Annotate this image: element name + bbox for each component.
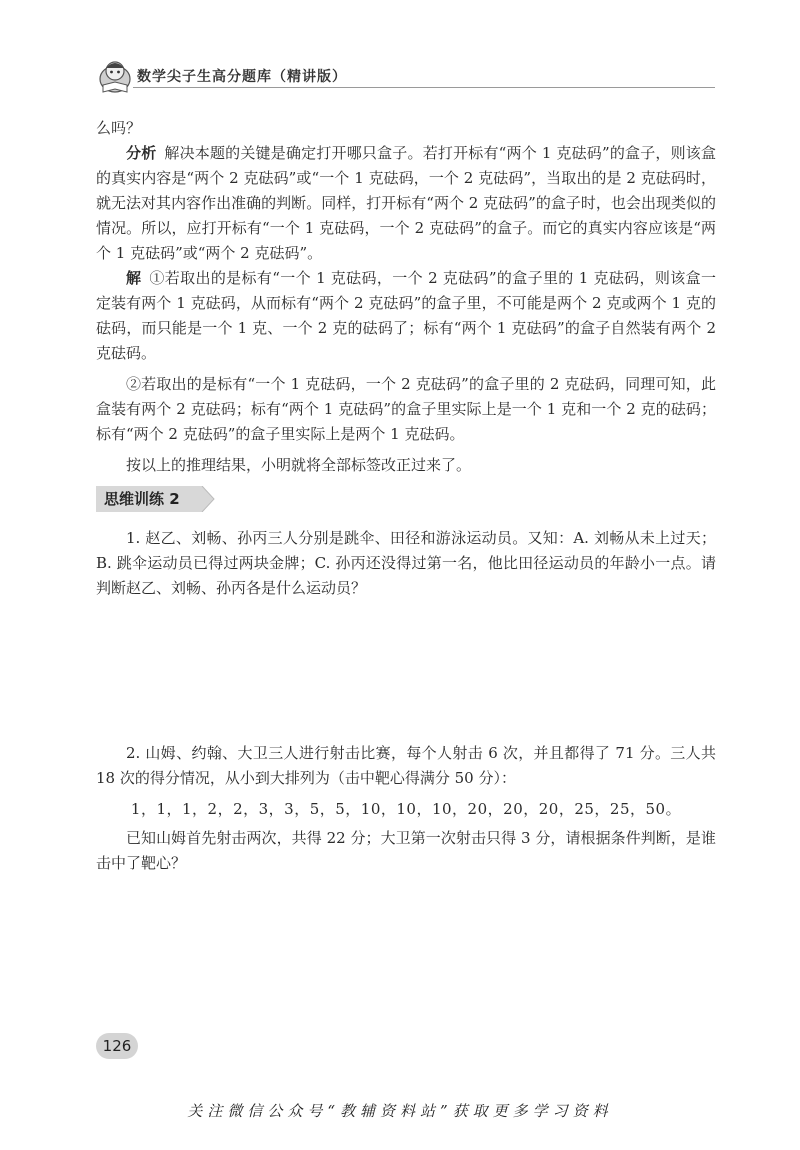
- section-heading-text: 思维训练 2: [104, 490, 180, 508]
- page-header: [95, 55, 715, 95]
- answer-space-1: [96, 601, 716, 741]
- previous-text-tail: 么吗？: [96, 119, 142, 137]
- section-heading-thinking-training: [96, 486, 194, 512]
- analysis-paragraph: [96, 141, 716, 266]
- solution-paragraph-2: ②若取出的是标有“一个 1 克砝码，一个 2 克砝码”的盒子里的 2 克砝码，同理可知，此盒装有两个 2 克砝码；标有“两个 1 克砝码”的盒子里实际上是一个 1 克和一个 2 克的砝码；标有“两个 2 克砝码”的盒子里实际上是两个 1 克砝码。: [96, 375, 716, 443]
- conclusion-paragraph: 按以上的推理结果，小明就将全部标签改正过来了。: [126, 456, 472, 474]
- analysis-text: 解决本题的关键是确定打开哪只盒子。若打开标有“两个 1 克砝码”的盒子，则该盒的真实内容是“两个 2 克砝码”或“一个 1 克砝码，一个 2 克砝码”，当取出的是 2 克砝码时，就无法对其内容作出准确的判断。同样，打开标有“两个 2 克砝码”的盒子时，也会出现类似的情况。所以，应打开标有“一个 1 克砝码，一个 2 克砝码”的盒子。而它的真实内容应该是“两个 1 克砝码”或“两个 2 克砝码”。: [96, 144, 716, 262]
- question-2-intro: 2. 山姆、约翰、大卫三人进行射击比赛，每个人射击 6 次，并且都得了 71 分。三人共 18 次的得分情况，从小到大排列为（击中靶心得满分 50 分）：: [96, 744, 716, 787]
- analysis-label: 分析: [126, 144, 157, 162]
- footer-note: 关注微信公众号“教辅资料站”获取更多学习资料: [187, 1102, 613, 1120]
- arrow-tab-icon: [192, 486, 216, 512]
- solution-text-1: ①若取出的是标有“一个 1 克砝码，一个 2 克砝码”的盒子里的 1 克砝码，则该盒一定装有两个 1 克砝码，从而标有“两个 2 克砝码”的盒子里，不可能是两个 2 克或两个 1 克的砝码，而只能是一个 1 克、一个 2 克的砝码了；标有“两个 1 克砝码”的盒子自然装有两个 2 克砝码。: [96, 269, 716, 362]
- page-number: 126: [96, 1033, 138, 1059]
- score-sequence: 1，1，1，2，2，3，3，5，5，10，10，10，20，20，20，25，25，50。: [130, 800, 682, 818]
- question-2-condition: 已知山姆首先射击两次，共得 22 分；大卫第一次射击只得 3 分，请根据条件判断，是谁击中了靶心？: [96, 829, 716, 872]
- student-mascot-icon: [95, 55, 135, 95]
- solution-label: 解: [126, 269, 142, 287]
- question-1: 1. 赵乙、刘畅、孙丙三人分别是跳伞、田径和游泳运动员。又知：A. 刘畅从未上过天；B. 跳伞运动员已得过两块金牌；C. 孙丙还没得过第一名，他比田径运动员的年龄小一点。请判断赵乙、刘畅、孙丙各是什么运动员？: [96, 529, 716, 597]
- header-divider: [133, 87, 715, 88]
- solution-paragraph-1: [96, 266, 716, 366]
- page-body: [96, 116, 716, 876]
- book-title: 数学尖子生高分题库（精讲版）: [137, 69, 347, 85]
